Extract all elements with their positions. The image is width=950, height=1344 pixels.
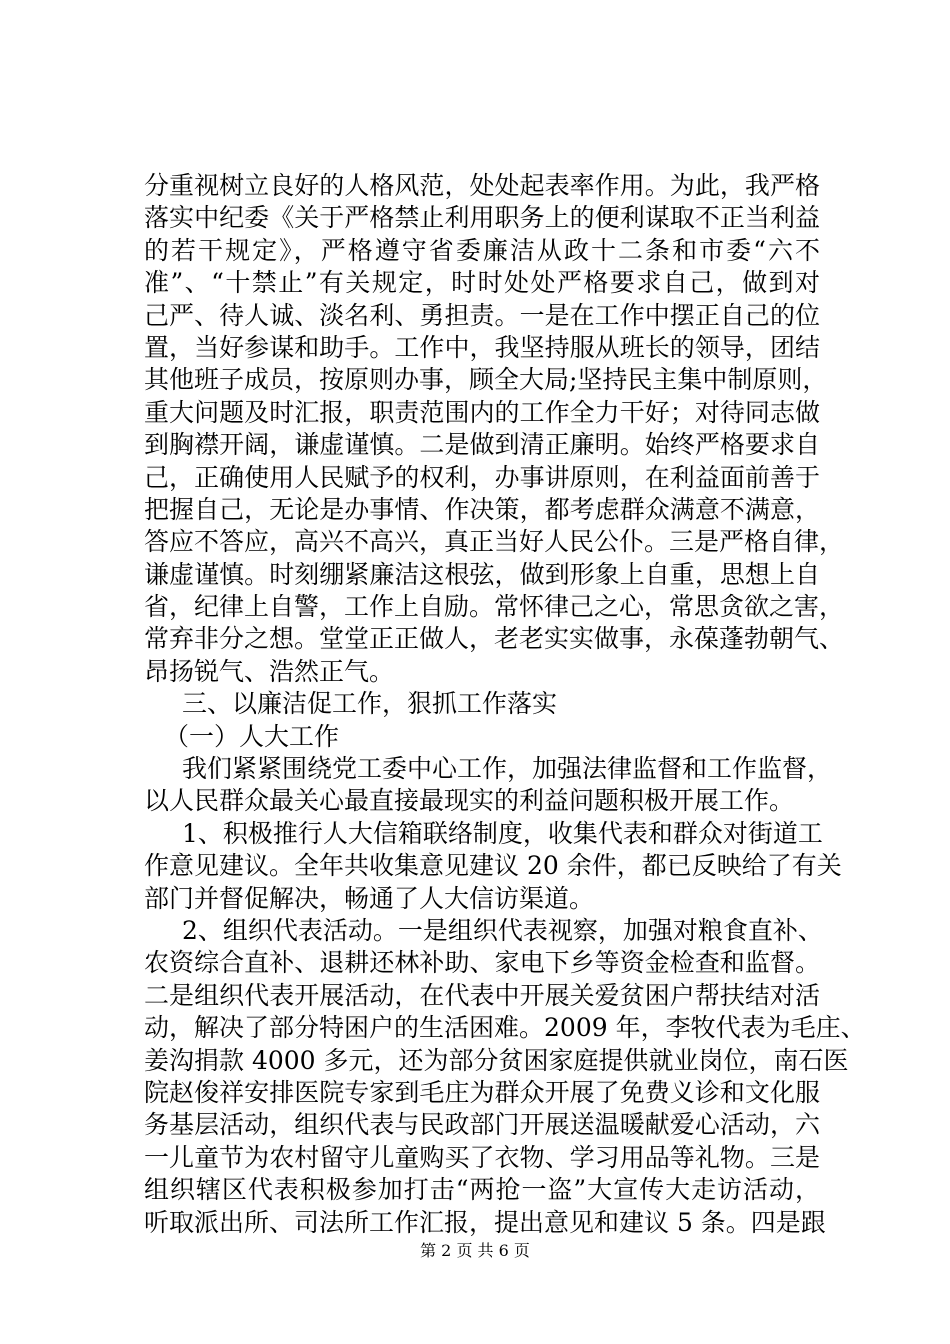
text-line: 一儿童节为农村留守儿童购买了衣物、学习用品等礼物。三是 <box>144 1142 820 1172</box>
text-line: 答应不答应，高兴不高兴，真正当好人民公仆。三是严格自律， <box>144 527 845 557</box>
text-line: 作意见建议。全年共收集意见建议 20 余件，都已反映给了有关 <box>144 851 842 881</box>
text-line: 重大问题及时汇报，职责范围内的工作全力干好；对待同志做 <box>144 397 820 427</box>
text-line: 二是组织代表开展活动，在代表中开展关爱贫困户帮扶结对活 <box>144 980 820 1010</box>
text-line: 其他班子成员，按原则办事，顾全大局;坚持民主集中制原则， <box>144 365 828 395</box>
text-line: 把握自己，无论是办事情、作决策，都考虑群众满意不满意， <box>144 494 820 524</box>
text-line: 昂扬锐气、浩然正气。 <box>144 656 395 686</box>
text-line: 到胸襟开阔，谦虚谨慎。二是做到清正廉明。始终严格要求自 <box>144 430 820 460</box>
page-footer: 第 2 页 共 6 页 <box>420 1241 530 1260</box>
text-line: 的若干规定》，严格遵守省委廉洁从政十二条和市委“六不 <box>144 235 820 265</box>
text-line: 谦虚谨慎。时刻绷紧廉洁这根弦，做到形象上自重，思想上自 <box>144 559 820 589</box>
text-line: 务基层活动，组织代表与民政部门开展送温暖献爱心活动，六 <box>144 1110 820 1140</box>
text-line: 落实中纪委《关于严格禁止利用职务上的便利谋取不正当利益 <box>144 203 820 233</box>
text-line: 常弃非分之想。堂堂正正做人，老老实实做事，永葆蓬勃朝气、 <box>144 624 845 654</box>
text-line: 置，当好参谋和助手。工作中，我坚持服从班长的领导，团结 <box>144 332 820 362</box>
document-body <box>144 170 866 1239</box>
text-line: 组织辖区代表积极参加打击“两抢一盗”大宣传大走访活动， <box>144 1175 820 1205</box>
text-line: 分重视树立良好的人格风范，处处起表率作用。为此，我严格 <box>144 171 820 200</box>
subsection-heading: （一）人大工作 <box>164 721 340 751</box>
text-line: 部门并督促解决，畅通了人大信访渠道。 <box>144 883 595 913</box>
text-line: 我们紧紧围绕党工委中心工作，加强法律监督和工作监督， <box>182 754 833 784</box>
text-line: 己，正确使用人民赋予的权利，办事讲原则，在利益面前善于 <box>144 462 820 492</box>
text-line: 省，纪律上自警，工作上自励。常怀律己之心，常思贪欲之害， <box>144 592 845 622</box>
text-line: 以人民群众最关心最直接最现实的利益问题积极开展工作。 <box>144 786 795 816</box>
section-heading: 三、以廉洁促工作，狠抓工作落实 <box>182 689 558 719</box>
text-line: 农资综合直补、退耕还林补助、家电下乡等资金检查和监督。 <box>144 948 820 978</box>
text-line: 己严、待人诚、淡名利、勇担责。一是在工作中摆正自己的位 <box>144 300 820 330</box>
text-line: 1、积极推行人大信箱联络制度，收集代表和群众对街道工 <box>182 818 823 848</box>
text-line: 院赵俊祥安排医院专家到毛庄为群众开展了免费义诊和文化服 <box>144 1077 820 1107</box>
text-line: 准”、“十禁止”有关规定，时时处处严格要求自己，做到对 <box>144 268 820 298</box>
text-line: 动，解决了部分特困户的生活困难。2009 年，李牧代表为毛庄、 <box>144 1013 866 1043</box>
text-line: 听取派出所、司法所工作汇报，提出意见和建议 5 条。四是跟 <box>144 1207 826 1237</box>
text-line: 姜沟捐款 4000 多元，还为部分贫困家庭提供就业岗位，南石医 <box>144 1045 849 1075</box>
text-line: 2、组织代表活动。一是组织代表视察，加强对粮食直补、 <box>182 915 823 945</box>
